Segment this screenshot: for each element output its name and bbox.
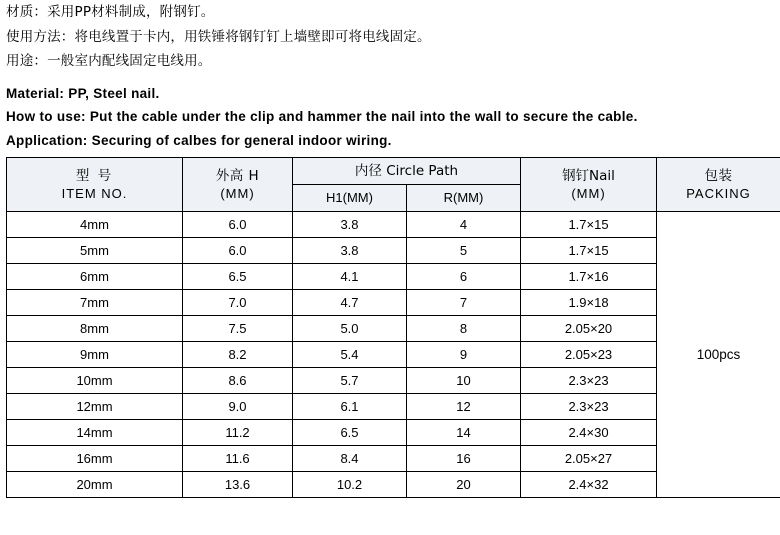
cell-item: 8mm bbox=[7, 316, 183, 342]
howtouse-label: How to use: bbox=[6, 109, 86, 124]
header-row-1 bbox=[7, 158, 780, 185]
header-nail bbox=[521, 158, 657, 212]
cell-h1: 4.1 bbox=[293, 264, 407, 290]
cell-h1: 10.2 bbox=[293, 472, 407, 498]
material-label: Material: bbox=[6, 85, 65, 101]
cell-height: 6.5 bbox=[183, 264, 293, 290]
header-outer-height-unit: (MM) bbox=[220, 185, 255, 201]
cell-height: 11.6 bbox=[183, 446, 293, 472]
header-circle-path-label: 内径 Circle Path bbox=[354, 162, 459, 179]
material-line-en bbox=[6, 87, 776, 101]
cell-h1: 4.7 bbox=[293, 290, 407, 316]
application-label: Application: bbox=[6, 132, 88, 148]
cell-height: 9.0 bbox=[183, 394, 293, 420]
spec-table-body bbox=[7, 212, 780, 498]
cell-item: 9mm bbox=[7, 342, 183, 368]
cell-height: 6.0 bbox=[183, 212, 293, 238]
cell-nail: 1.9×18 bbox=[521, 290, 657, 316]
cell-height: 8.2 bbox=[183, 342, 293, 368]
header-item-no bbox=[7, 158, 183, 212]
cell-nail: 2.3×23 bbox=[521, 368, 657, 394]
cell-r: 10 bbox=[407, 368, 521, 394]
header-circle-path bbox=[293, 158, 521, 185]
cell-nail: 1.7×16 bbox=[521, 264, 657, 290]
cell-item: 4mm bbox=[7, 212, 183, 238]
cell-packing: 100pcs bbox=[657, 212, 780, 498]
cell-nail: 2.05×23 bbox=[521, 342, 657, 368]
cell-height: 11.2 bbox=[183, 420, 293, 446]
cell-item: 6mm bbox=[7, 264, 183, 290]
howtouse-line-cn: 使用方法：将电线置于卡内，用铁锤将钢钉钉上墙壁即可将电线固定。 bbox=[6, 28, 431, 45]
header-h1: H1(MM) bbox=[293, 185, 407, 212]
cell-item: 20mm bbox=[7, 472, 183, 498]
header-item-no-en: ITEM NO. bbox=[61, 185, 128, 201]
material-line-cn: 材质：采用PP材料制成，附钢钉。 bbox=[6, 4, 215, 20]
cell-h1: 5.4 bbox=[293, 342, 407, 368]
spec-table-head bbox=[7, 158, 780, 212]
cell-r: 7 bbox=[407, 290, 521, 316]
spec-table bbox=[6, 157, 780, 498]
table-row bbox=[7, 212, 780, 238]
cell-nail: 1.7×15 bbox=[521, 212, 657, 238]
cell-height: 7.0 bbox=[183, 290, 293, 316]
cell-r: 5 bbox=[407, 238, 521, 264]
cell-r: 12 bbox=[407, 394, 521, 420]
cell-item: 16mm bbox=[7, 446, 183, 472]
cell-height: 7.5 bbox=[183, 316, 293, 342]
cell-r: 14 bbox=[407, 420, 521, 446]
cell-h1: 5.7 bbox=[293, 368, 407, 394]
header-outer-height-cn: 外高 H bbox=[215, 167, 260, 184]
cell-nail: 2.3×23 bbox=[521, 394, 657, 420]
cell-height: 8.6 bbox=[183, 368, 293, 394]
cell-r: 9 bbox=[407, 342, 521, 368]
cell-nail: 1.7×15 bbox=[521, 238, 657, 264]
cell-item: 12mm bbox=[7, 394, 183, 420]
header-packing bbox=[657, 158, 780, 212]
cell-nail: 2.05×27 bbox=[521, 446, 657, 472]
application-line-en bbox=[6, 134, 776, 148]
howtouse-line-en bbox=[6, 110, 776, 124]
cell-item: 14mm bbox=[7, 420, 183, 446]
header-r: R(MM) bbox=[407, 185, 521, 212]
header-packing-cn: 包装 bbox=[704, 167, 733, 184]
cell-nail: 2.4×32 bbox=[521, 472, 657, 498]
cell-item: 7mm bbox=[7, 290, 183, 316]
header-nail-cn: 钢钉Nail bbox=[562, 167, 615, 184]
cell-item: 5mm bbox=[7, 238, 183, 264]
cell-h1: 6.5 bbox=[293, 420, 407, 446]
cell-h1: 6.1 bbox=[293, 394, 407, 420]
description-block bbox=[4, 6, 776, 147]
cell-h1: 3.8 bbox=[293, 212, 407, 238]
cell-height: 6.0 bbox=[183, 238, 293, 264]
header-packing-en: PACKING bbox=[686, 185, 751, 201]
cell-r: 8 bbox=[407, 316, 521, 342]
cell-item: 10mm bbox=[7, 368, 183, 394]
cell-h1: 8.4 bbox=[293, 446, 407, 472]
header-nail-unit: (MM) bbox=[571, 185, 606, 201]
cell-nail: 2.4×30 bbox=[521, 420, 657, 446]
material-value: PP, Steel nail. bbox=[68, 85, 160, 101]
cell-h1: 5.0 bbox=[293, 316, 407, 342]
cell-r: 20 bbox=[407, 472, 521, 498]
howtouse-value: Put the cable under the clip and hammer the nail into the wall to secure the cable. bbox=[89, 109, 638, 124]
application-line-cn: 用途：一般室内配线固定电线用。 bbox=[6, 53, 212, 69]
cell-r: 4 bbox=[407, 212, 521, 238]
cell-height: 13.6 bbox=[183, 472, 293, 498]
cell-nail: 2.05×20 bbox=[521, 316, 657, 342]
header-outer-height bbox=[183, 158, 293, 212]
cell-r: 6 bbox=[407, 264, 521, 290]
spec-table-wrapper bbox=[4, 157, 776, 498]
cell-r: 16 bbox=[407, 446, 521, 472]
application-value: Securing of calbes for general indoor wiring. bbox=[91, 132, 392, 148]
cell-h1: 3.8 bbox=[293, 238, 407, 264]
header-item-no-cn: 型 号 bbox=[75, 167, 114, 184]
